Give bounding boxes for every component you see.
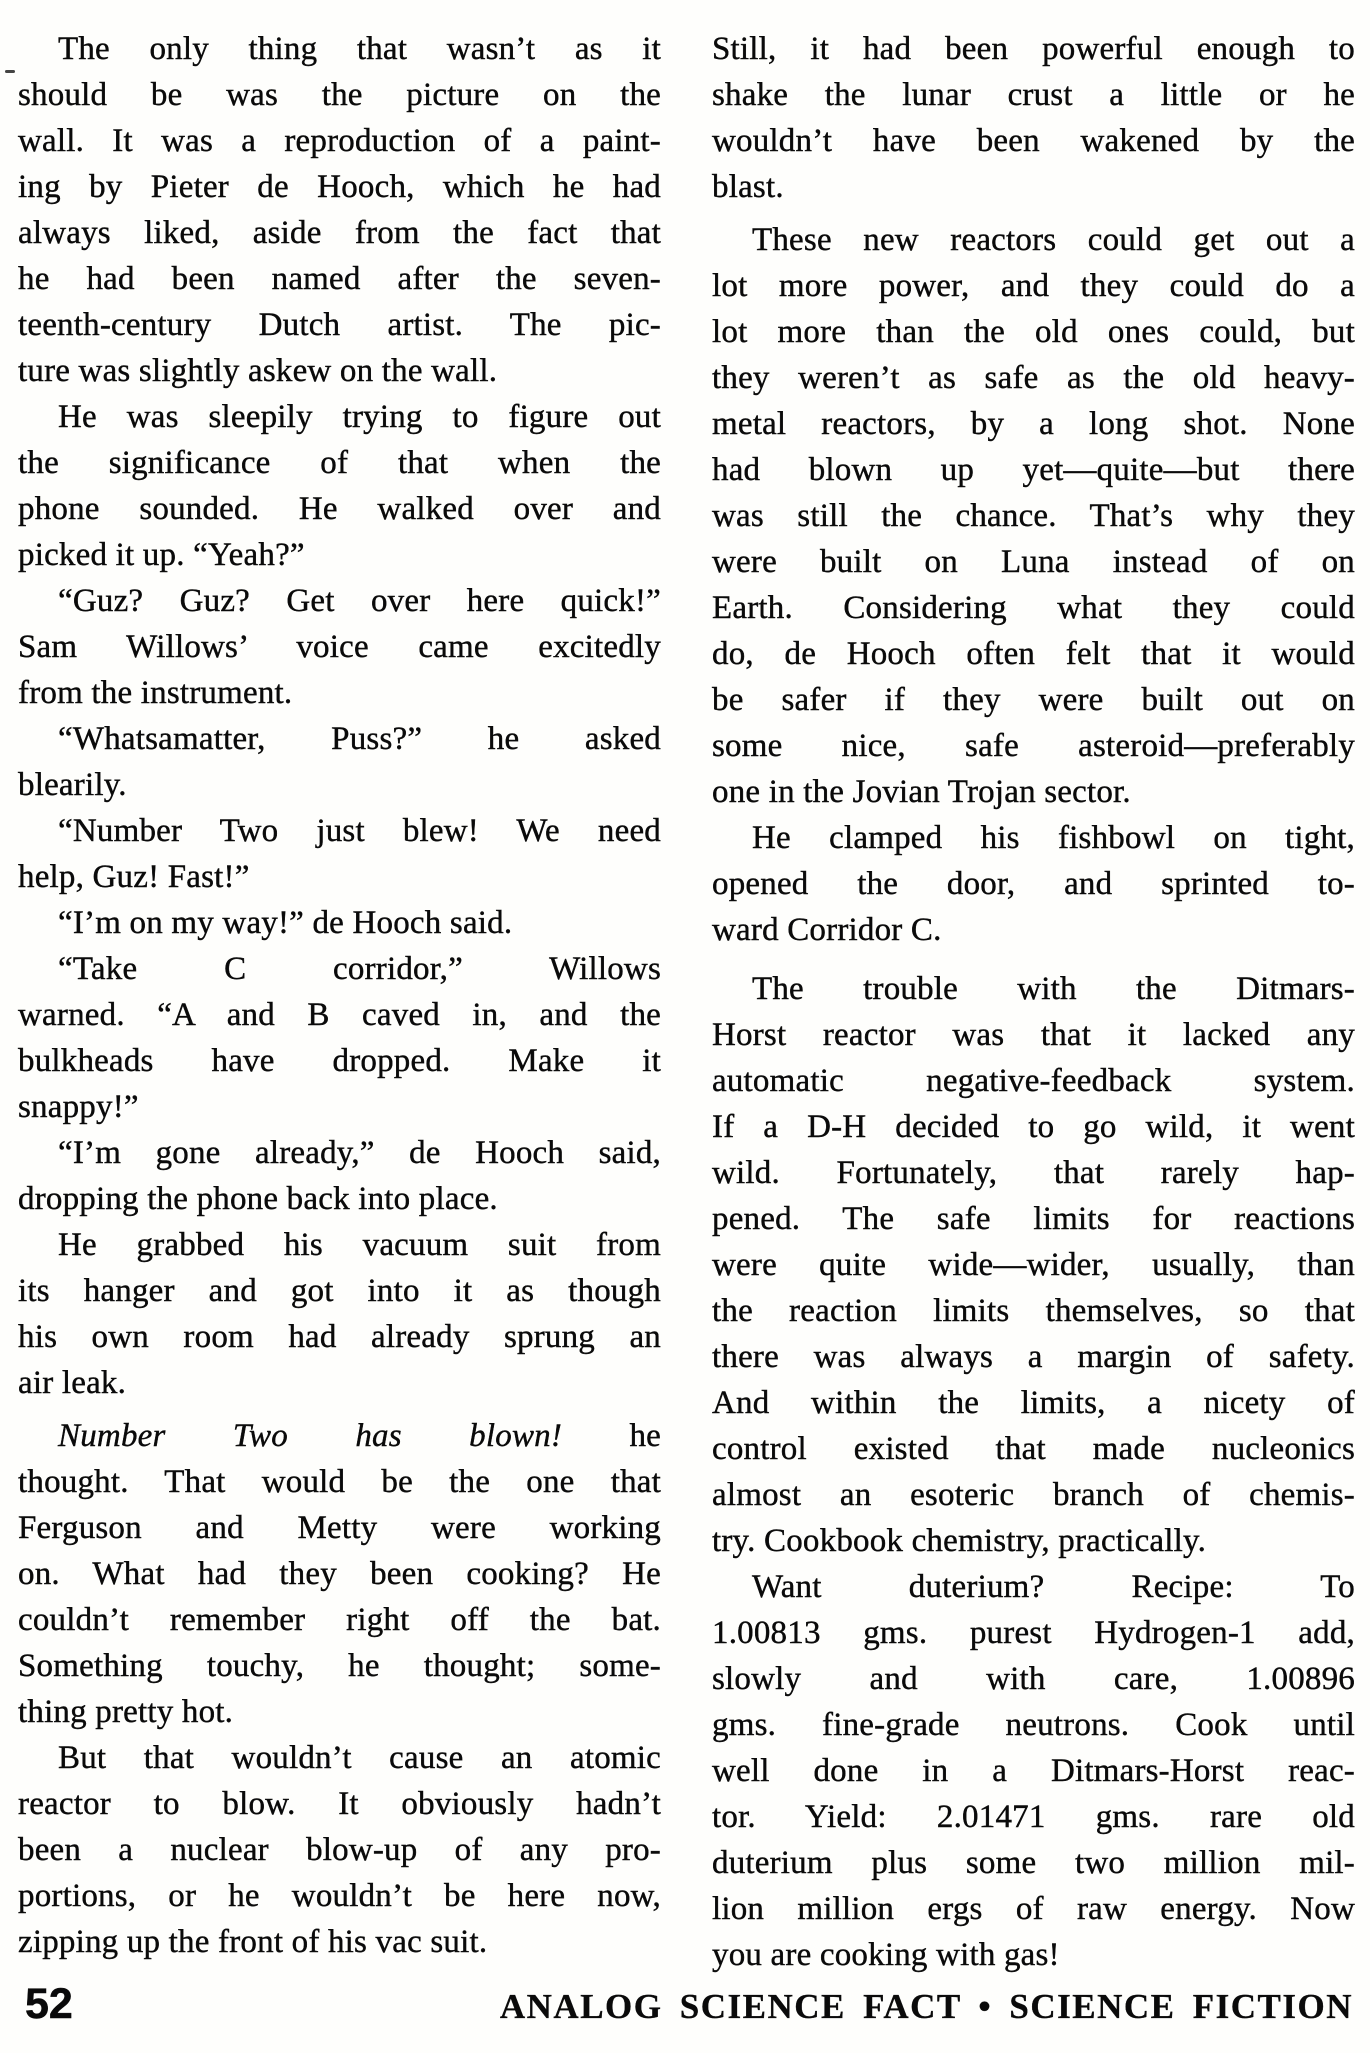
paragraph	[712, 26, 1355, 210]
text-line: zipping up the front of his vac suit.	[18, 1924, 488, 1960]
text-line: warned. “A and B caved in, and the	[18, 997, 661, 1033]
text-line: thought. That would be the one that	[18, 1464, 661, 1500]
paragraph	[712, 815, 1355, 953]
text-line: lot more power, and they could do a	[712, 268, 1355, 304]
text-line: automatic negative-feedback system.	[712, 1063, 1355, 1099]
text-line: opened the door, and sprinted to-	[712, 866, 1355, 902]
text-line: lot more than the old ones could, but	[712, 314, 1355, 350]
scan-artifact-mark	[5, 70, 15, 73]
text-line: snappy!”	[18, 1089, 139, 1125]
text-line: be safer if they were built out on	[712, 682, 1355, 718]
text-line: do, de Hooch often felt that it would	[712, 636, 1355, 672]
text-line: Earth. Considering what they could	[712, 590, 1355, 626]
text-line: And within the limits, a nicety of	[712, 1385, 1355, 1421]
text-line: ing by Pieter de Hooch, which he had	[18, 169, 661, 205]
text-line: air leak.	[18, 1365, 127, 1401]
paragraph	[18, 1222, 661, 1406]
text-line: He was sleepily trying to figure out	[58, 399, 661, 435]
text-line: there was always a margin of safety.	[712, 1339, 1355, 1375]
text-line: couldn’t remember right off the bat.	[18, 1602, 661, 1638]
text-line: pened. The safe limits for reactions	[712, 1201, 1355, 1237]
text-line: well done in a Ditmars-Horst reac-	[712, 1753, 1355, 1789]
paragraph	[18, 1130, 661, 1222]
paragraph	[18, 578, 661, 716]
text-line: ture was slightly askew on the wall.	[18, 353, 498, 389]
text-line: 1.00813 gms. purest Hydrogen-1 add,	[712, 1615, 1355, 1651]
text-line: from the instrument.	[18, 675, 293, 711]
text-line: duterium plus some two million mil-	[712, 1845, 1355, 1881]
text-line: Still, it had been powerful enough to	[712, 31, 1355, 67]
paragraph	[18, 716, 661, 808]
paragraph	[18, 26, 661, 394]
text-line: “Whatsamatter, Puss?” he asked	[58, 721, 661, 757]
text-line: were built on Luna instead of on	[712, 544, 1355, 580]
text-line: “Number Two just blew! We need	[58, 813, 661, 849]
text-line: phone sounded. He walked over and	[18, 491, 661, 527]
text-line: If a D-H decided to go wild, it went	[712, 1109, 1355, 1145]
paragraph	[18, 808, 661, 900]
text-line: wall. It was a reproduction of a paint-	[18, 123, 661, 159]
text-line: been a nuclear blow-up of any pro-	[18, 1832, 661, 1868]
paragraph	[18, 394, 661, 578]
page-number: 52	[25, 1980, 73, 2028]
text-line: Something touchy, he thought; some-	[18, 1648, 661, 1684]
text-line: you are cooking with gas!	[712, 1937, 1060, 1973]
text-line: He grabbed his vacuum suit from	[58, 1227, 661, 1263]
text-column-right	[712, 26, 1355, 1978]
text-line: slowly and with care, 1.00896	[712, 1661, 1355, 1697]
text-line: the significance of that when the	[18, 445, 661, 481]
text-line: teenth-century Dutch artist. The pic-	[18, 307, 661, 343]
text-line: the reaction limits themselves, so that	[712, 1293, 1355, 1329]
text-line: Ferguson and Metty were working	[18, 1510, 661, 1546]
text-line: they weren’t as safe as the old heavy-	[712, 360, 1355, 396]
text-segment: he	[562, 1418, 661, 1454]
text-line: blast.	[712, 169, 784, 205]
text-line: was still the chance. That’s why they	[712, 498, 1355, 534]
text-line: almost an esoteric branch of chemis-	[712, 1477, 1355, 1513]
text-line: were quite wide—wider, usually, than	[712, 1247, 1355, 1283]
text-line: had blown up yet—quite—but there	[712, 452, 1355, 488]
text-line: reactor to blow. It obviously hadn’t	[18, 1786, 661, 1822]
text-line: gms. fine-grade neutrons. Cook until	[712, 1707, 1355, 1743]
text-line: blearily.	[18, 767, 127, 803]
text-line: help, Guz! Fast!”	[18, 859, 250, 895]
text-line: bulkheads have dropped. Make it	[18, 1043, 661, 1079]
text-line: Sam Willows’ voice came excitedly	[18, 629, 661, 665]
paragraph	[18, 1413, 661, 1735]
text-line: shake the lunar crust a little or he	[712, 77, 1355, 113]
text-line: “I’m gone already,” de Hooch said,	[58, 1135, 661, 1171]
paragraph	[18, 946, 661, 1130]
paragraph	[18, 1735, 661, 1965]
text-line: on. What had they been cooking? He	[18, 1556, 661, 1592]
text-line: “I’m on my way!” de Hooch said.	[58, 905, 513, 941]
text-line: Want duterium? Recipe: To	[752, 1569, 1355, 1605]
text-column-left	[18, 26, 661, 1978]
text-line: The trouble with the Ditmars-	[752, 971, 1355, 1007]
text-line: portions, or he wouldn’t be here now,	[18, 1878, 661, 1914]
text-line: The only thing that wasn’t as it	[58, 31, 661, 67]
text-line: wouldn’t have been wakened by the	[712, 123, 1355, 159]
text-line: one in the Jovian Trojan sector.	[712, 774, 1131, 810]
text-line: its hanger and got into it as though	[18, 1273, 661, 1309]
text-line: dropping the phone back into place.	[18, 1181, 498, 1217]
text-line: But that wouldn’t cause an atomic	[58, 1740, 661, 1776]
text-line: These new reactors could get out a	[752, 222, 1355, 258]
paragraph	[712, 1564, 1355, 1978]
text-line: “Take C corridor,” Willows	[58, 951, 661, 987]
text-line: ward Corridor C.	[712, 912, 942, 948]
text-line: metal reactors, by a long shot. None	[712, 406, 1355, 442]
text-line: tor. Yield: 2.01471 gms. rare old	[712, 1799, 1355, 1835]
text-line: picked it up. “Yeah?”	[18, 537, 305, 573]
italic-phrase: Number Two has blown!	[58, 1418, 563, 1454]
text-line: control existed that made nucleonics	[712, 1431, 1355, 1467]
text-line: lion million ergs of raw energy. Now	[712, 1891, 1355, 1927]
text-line: his own room had already sprung an	[18, 1319, 661, 1355]
paragraph	[712, 217, 1355, 815]
paragraph	[18, 900, 661, 946]
text-line: always liked, aside from the fact that	[18, 215, 661, 251]
text-line	[18, 1413, 661, 1459]
text-line: He clamped his fishbowl on tight,	[752, 820, 1355, 856]
text-columns	[18, 26, 1355, 1978]
text-line: “Guz? Guz? Get over here quick!”	[58, 583, 661, 619]
text-line: should be was the picture on the	[18, 77, 661, 113]
page-footer	[25, 1980, 1353, 2029]
text-line: try. Cookbook chemistry, practically.	[712, 1523, 1207, 1559]
paragraph	[712, 966, 1355, 1564]
text-line: he had been named after the seven-	[18, 261, 661, 297]
text-line: thing pretty hot.	[18, 1694, 234, 1730]
magazine-title: ANALOG SCIENCE FACT • SCIENCE FICTION	[499, 1987, 1353, 2026]
text-line: Horst reactor was that it lacked any	[712, 1017, 1355, 1053]
text-line: wild. Fortunately, that rarely hap-	[712, 1155, 1355, 1191]
text-line: some nice, safe asteroid—preferably	[712, 728, 1355, 764]
